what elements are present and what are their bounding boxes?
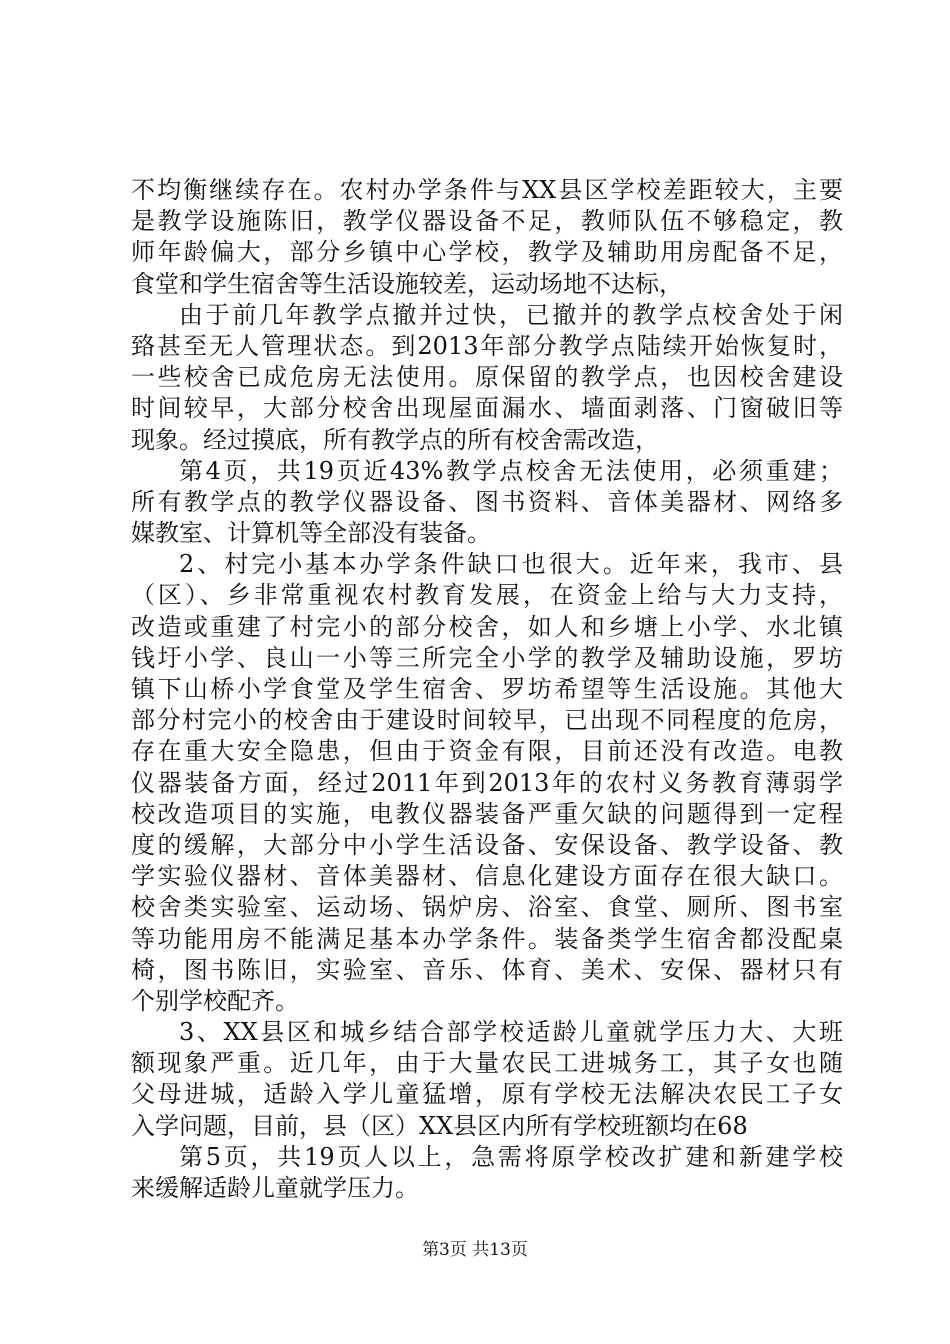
text-line: 是教学设施陈旧，教学仪器设备不足，教师队伍不够稳定，教: [131, 207, 843, 236]
text-line: 2、村完小基本办学条件缺口也很大。近年来，我市、县: [179, 550, 843, 579]
text-line: 来缓解适龄儿童就学压力。: [131, 1174, 419, 1202]
text-line: （区）、乡非常重视农村教育发展，在资金上给与大力支持，: [131, 581, 843, 610]
text-line: 臵甚至无人管理状态。到2013年部分教学点陆续开始恢复时，: [131, 331, 843, 360]
text-line: 个别学校配齐。: [131, 986, 299, 1015]
text-line: 镇下山桥小学食堂及学生宿舍、罗坊希望等生活设施。其他大: [131, 675, 843, 703]
text-line: 椅，图书陈旧，实验室、音乐、体育、美术、安保、器材只有: [131, 955, 843, 984]
text-line: 存在重大安全隐患，但由于资金有限，目前还没有改造。电教: [131, 737, 843, 766]
text-line: 第4页，共19页近43%教学点校舍无法使用，必须重建；: [179, 456, 843, 485]
paragraph-3: [131, 456, 843, 550]
text-line: 入学问题，目前，县（区）XX县区内所有学校班额均在68: [131, 1111, 748, 1140]
paragraph-2: [131, 300, 843, 456]
page-footer: 第3页 共13页: [422, 1240, 528, 1260]
text-line: 3、XX县区和城乡结合部学校适龄儿童就学压力大、大班: [179, 1018, 843, 1047]
paragraph-5: [131, 1017, 843, 1142]
text-line: 钱圩小学、良山一小等三所完全小学的教学及辅助设施，罗坊: [131, 643, 843, 672]
text-line: 师年龄偏大，部分乡镇中心学校，教学及辅助用房配备不足，: [131, 238, 843, 267]
text-line: 额现象严重。近几年，由于大量农民工进城务工，其子女也随: [131, 1049, 843, 1078]
text-line: 不均衡继续存在。农村办学条件与XX县区学校差距较大，主要: [131, 176, 843, 204]
text-line: 改造或重建了村完小的部分校舍，如人和乡塘上小学、水北镇: [131, 612, 843, 641]
text-line: 一些校舍已成危房无法使用。原保留的教学点，也因校舍建设: [131, 363, 843, 392]
text-line: 度的缓解，大部分中小学生活设备、安保设备、教学设备、教: [131, 830, 843, 859]
text-line: 学实验仪器材、音体美器材、信息化建设方面存在很大缺口。: [131, 862, 843, 891]
paragraph-1: [131, 175, 843, 300]
text-line: 食堂和学生宿舍等生活设施较差，运动场地不达标，: [131, 269, 683, 298]
text-line: 校舍类实验室、运动场、锅炉房、浴室、食堂、厕所、图书室: [131, 893, 843, 922]
text-line: 时间较早，大部分校舍出现屋面漏水、墙面剥落、门窗破旧等: [131, 394, 843, 423]
text-line: 部分村完小的校舍由于建设时间较早，已出现不同程度的危房，: [131, 706, 843, 735]
paragraph-4: [131, 549, 843, 1017]
body-text: [131, 175, 843, 1204]
text-line: 由于前几年教学点撤并过快，已撤并的教学点校舍处于闲: [179, 300, 843, 329]
text-line: 等功能用房不能满足基本办学条件。装备类学生宿舍都没配桌: [131, 924, 843, 953]
text-line: 所有教学点的教学仪器设备、图书资料、音体美器材、网络多: [131, 487, 843, 516]
text-line: 第5页，共19页人以上，急需将原学校改扩建和新建学校: [179, 1142, 843, 1171]
text-line: 媒教室、计算机等全部没有装备。: [131, 519, 491, 548]
text-line: 现象。经过摸底，所有教学点的所有校舍需改造，: [131, 425, 659, 454]
text-line: 仪器装备方面，经过2011年到2013年的农村义务教育薄弱学: [131, 768, 843, 797]
text-line: 校改造项目的实施，电教仪器装备严重欠缺的问题得到一定程: [131, 799, 843, 828]
text-line: 父母进城，适龄入学儿童猛增，原有学校无法解决农民工子女: [131, 1080, 843, 1109]
paragraph-6: [131, 1142, 843, 1204]
